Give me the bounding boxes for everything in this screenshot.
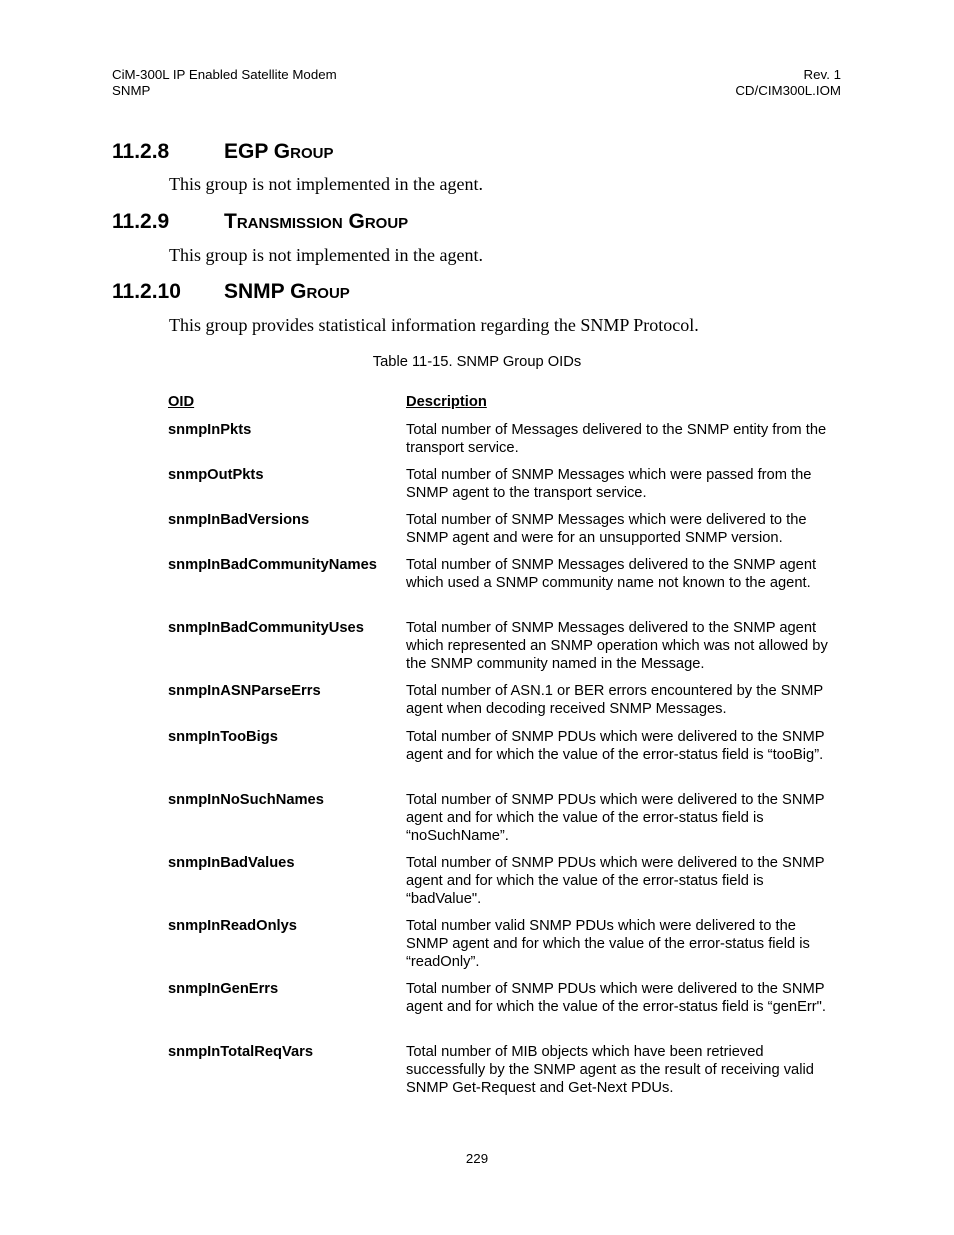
table-row — [168, 466, 840, 511]
section-heading-egp-group — [112, 140, 333, 164]
oid-cell: snmpInReadOnlys — [168, 918, 297, 934]
description-cell: Total number of SNMP PDUs which were delivered to the SNMP agent and for which the value of the error-status field is “badValue". — [406, 855, 825, 907]
description-cell: Total number of MIB objects which have been retrieved successfully by the SNMP agent as the result of receiving valid SNMP Get-Request and Get-Next PDUs. — [406, 1044, 814, 1096]
oid-cell: snmpInBadVersions — [168, 512, 310, 528]
table-caption: Table 11-15. SNMP Group OIDs — [372, 354, 582, 370]
table-row — [168, 511, 840, 556]
running-header-right — [735, 67, 841, 99]
table-row — [168, 421, 840, 466]
description-cell: Total number of Messages delivered to the SNMP entity from the transport service. — [406, 422, 827, 456]
header-document-id: CD/CIM300L.IOM — [735, 83, 841, 98]
page-number: 229 — [465, 1151, 489, 1166]
table-header-row — [168, 393, 840, 413]
description-cell: Total number of SNMP PDUs which were delivered to the SNMP agent and for which the value of the error-status field is “tooBig”. — [406, 729, 825, 763]
section-body-egp-group: This group is not implemented in the agent. — [169, 174, 483, 194]
section-heading-snmp-group — [112, 280, 350, 304]
section-title: SNMP Group — [224, 280, 350, 303]
table-row — [168, 556, 840, 619]
running-header-left — [112, 67, 337, 99]
section-body-snmp-group: This group provides statistical information regarding the SNMP Protocol. — [169, 315, 699, 335]
header-product-title: CiM-300L IP Enabled Satellite Modem — [112, 67, 337, 82]
oid-cell: snmpInGenErrs — [168, 981, 279, 997]
table-row — [168, 682, 840, 728]
table-row — [168, 917, 840, 980]
description-cell: Total number of SNMP PDUs which were delivered to the SNMP agent and for which the value of the error-status field is “noSuchName”. — [406, 792, 825, 844]
description-cell: Total number valid SNMP PDUs which were delivered to the SNMP agent and for which the value of the error-status field is “readOnly”. — [406, 918, 810, 970]
oid-cell: snmpInASNParseErrs — [168, 683, 321, 699]
section-heading-transmission-group — [112, 210, 408, 234]
description-cell: Total number of SNMP PDUs which were delivered to the SNMP agent and for which the value of the error-status field is “genErr". — [406, 981, 826, 1015]
section-title: Transmission Group — [224, 210, 409, 233]
description-cell: Total number of SNMP Messages delivered to the SNMP agent which used a SNMP community name not known to the agent. — [406, 557, 817, 591]
oid-cell: snmpInPkts — [168, 422, 252, 438]
oid-cell: snmpInBadCommunityUses — [168, 620, 364, 636]
header-revision: Rev. 1 — [803, 67, 841, 82]
header-chapter-name: SNMP — [112, 83, 151, 98]
oid-cell: snmpOutPkts — [168, 467, 264, 483]
description-cell: Total number of SNMP Messages delivered to the SNMP agent which represented an SNMP operation which was not allowed by the SNMP community named in the Message. — [406, 620, 828, 672]
table-row — [168, 728, 840, 791]
table-row — [168, 1043, 840, 1106]
table-row — [168, 980, 840, 1043]
section-title: EGP Group — [224, 140, 334, 163]
oid-cell: snmpInTooBigs — [168, 729, 278, 745]
section-number: 11.2.8 — [112, 140, 170, 163]
oid-cell: snmpInNoSuchNames — [168, 792, 324, 808]
oid-cell: snmpInBadCommunityNames — [168, 557, 377, 573]
description-cell: Total number of SNMP Messages which were delivered to the SNMP agent and were for an unsupported SNMP version. — [406, 512, 807, 546]
oid-cell: snmpInTotalReqVars — [168, 1044, 314, 1060]
column-header-oid: OID — [168, 394, 195, 410]
table-row — [168, 791, 840, 854]
snmp-oid-table — [168, 393, 840, 1106]
section-number: 11.2.10 — [112, 280, 181, 303]
description-cell: Total number of ASN.1 or BER errors encountered by the SNMP agent when decoding received SNMP Messages. — [406, 683, 823, 717]
table-row — [168, 854, 840, 917]
section-number: 11.2.9 — [112, 210, 170, 233]
section-body-transmission-group: This group is not implemented in the agent. — [169, 245, 483, 265]
table-row — [168, 619, 840, 682]
column-header-description: Description — [406, 394, 487, 410]
oid-cell: snmpInBadValues — [168, 855, 295, 871]
description-cell: Total number of SNMP Messages which were passed from the SNMP agent to the transport service. — [406, 467, 812, 501]
